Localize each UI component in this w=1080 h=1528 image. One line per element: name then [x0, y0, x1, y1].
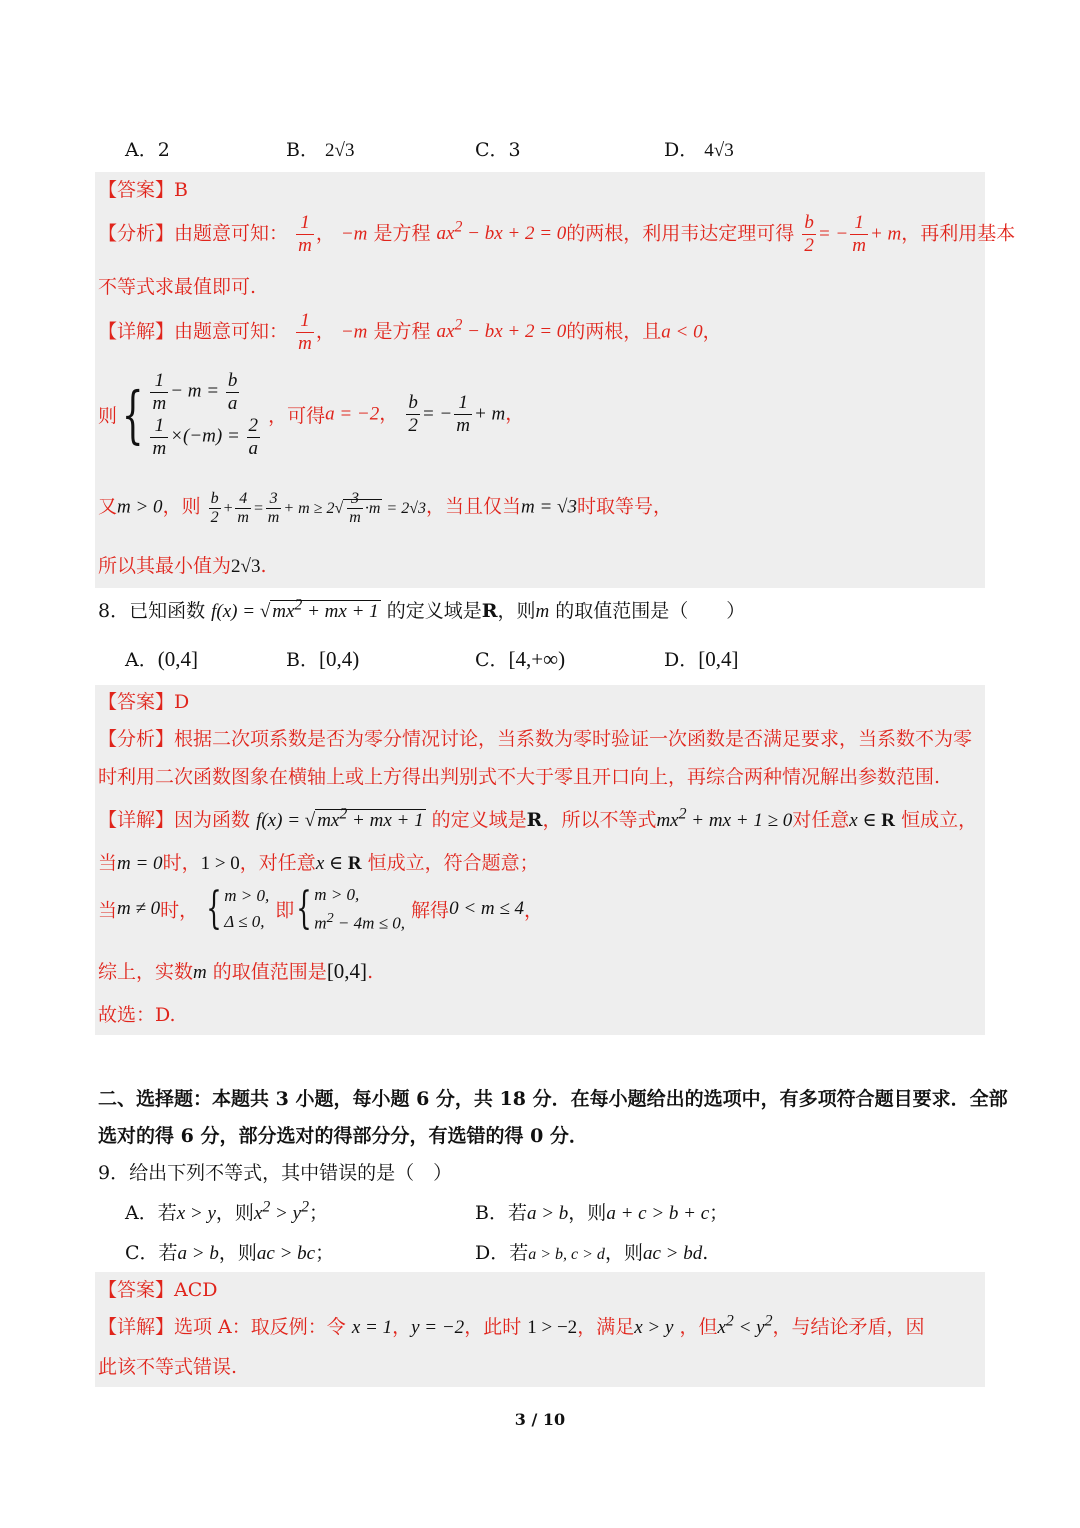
q7-inequality: 又m > 0，则 $\frac{b}{2}$ + $\frac{4}{m}$ = $\frac{3}{m}$ + m ≥ 2√ $\frac{3}{m}$ ·m = 2√3，当且仅当m = √3时取等号， [98, 490, 672, 527]
section2-heading-line1: 二、选择题：本题共 3 小题，每小题 6 分，共 18 分．在每小题给出的选项中，有多项符合题目要求．全部 [98, 1088, 1008, 1110]
q7-analysis: 【分析】由题意可知： $\frac{1}{m}$ ， −m 是方程 $ax^2$ − bx + 2 = 0的两根，利用韦达定理可得 $\frac{b}{2}$ = − $\frac{1}{m}$ + m，再利用基本 [98, 212, 1016, 256]
q9-detail: 【详解】选项 A：取反例：令 x = 1，y = −2，此时 1 > −2，满足x > y ，但$x^2 < y^2$，与结论矛盾，因 [98, 1312, 925, 1338]
q9-option-d: D．若a > b, c > d，则ac > bd. [475, 1242, 709, 1264]
q8-option-a: A．(0,4] [125, 647, 198, 671]
q8-case2: 当m ≠ 0时， { m > 0, Δ ≤ 0, 即{ m > 0, $m^2 - 4m \le 0$, 解得0 < m ≤ 4， [98, 882, 544, 934]
q8-option-b: B．[0,4) [286, 647, 360, 671]
q9-option-c: C．若a > b，则ac > bc； [125, 1242, 335, 1264]
q8-choose: 故选：D. [98, 1004, 176, 1026]
q7-option-a: A．2 [125, 139, 170, 161]
q9-stem: 9．给出下列不等式，其中错误的是（ ） [98, 1162, 453, 1184]
q8-answer: 【答案】D [98, 691, 190, 713]
q8-analysis: 【分析】根据二次项系数是否为零分情况讨论，当系数为零时验证一次函数是否满足要求，当系数不为零 [98, 728, 973, 750]
q9-answer: 【答案】ACD [98, 1279, 218, 1301]
q8-option-c: C．[4,+∞) [475, 647, 566, 671]
q7-answer: 【答案】B [98, 179, 188, 201]
q8-analysis-line2: 时利用二次函数图象在横轴上或上方得出判别式不大于零且开口向上，再综合两种情况解出参数范围. [98, 766, 941, 788]
q9-option-a: A．若x > y，则$x^2 > y^2$； [125, 1198, 328, 1224]
q8-option-d: D．[0,4] [664, 647, 739, 671]
q8-summary: 综上，实数m 的取值范围是[0,4]. [98, 959, 374, 983]
section2-heading-line2: 选对的得 6 分，部分选对的得部分分，有选错的得 0 分． [98, 1125, 588, 1147]
q7-option-d: D． 4√3 [664, 139, 734, 161]
q7-option-c: C．3 [475, 139, 521, 161]
q8-case1: 当m = 0时，1 > 0，对任意x ∈ R 恒成立，符合题意； [98, 852, 539, 874]
q7-analysis-line2: 不等式求最值即可. [98, 276, 257, 298]
q7-option-b: B． 2√3 [286, 139, 355, 161]
q7-system: 则{ $\frac{1}{m}$ − m = $\frac{b}{a}$ $\frac{1}{m}$ ×(−m) = $\frac{2}{a}$ ，可得a = −2， $\frac{b}{2}$ = − $\frac{1}{m}$ + m， [98, 370, 525, 459]
q9-option-b: B．若a > b，则a + c > b + c； [475, 1202, 729, 1224]
q9-detail-line2: 此该不等式错误. [98, 1356, 238, 1378]
q7-detail: 【详解】由题意可知： $\frac{1}{m}$ ， −m 是方程 $ax^2$ − bx + 2 = 0的两根，且a < 0， [98, 310, 722, 354]
q8-stem: 8．已知函数 f(x) = √ $mx^2$ + mx + 1 的定义域是R，则m 的取值范围是（ ） [98, 596, 746, 622]
q8-detail: 【详解】因为函数 f(x) = √ $mx^2$ + mx + 1 的定义域是R，所以不等式$mx^2$ + mx + 1 ≥ 0对任意x ∈ R 恒成立， [98, 805, 978, 831]
page-number: 3 / 10 [514, 1410, 566, 1429]
q7-conclusion: 所以其最小值为2√3. [98, 555, 267, 577]
